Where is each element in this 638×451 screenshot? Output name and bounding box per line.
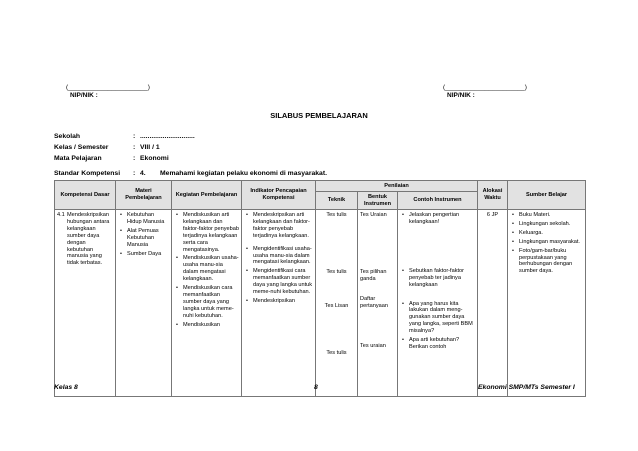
bentuk-item: Tes pilihan ganda: [360, 268, 387, 282]
list-item: • Alat Pemuas Kebutuhan Manusia: [127, 228, 169, 249]
list-item: • Mendiskusikan arti kelangkaan dan faktor-faktor penyebab terjadinya kelangkaan serta cara mengatasinya.: [183, 212, 239, 253]
signature-right: [443, 84, 527, 100]
list-item: • Mengidentifikasi usaha-usaha manu-sia dalam mengatasi kelangkaan.: [253, 246, 313, 267]
signature-line: (______________________): [443, 84, 527, 91]
teknik-item: Tes tulis: [326, 212, 347, 218]
info-colon: :: [133, 170, 136, 177]
info-key: Mata Pelajaran: [54, 155, 102, 162]
cell-kompetensi-dasar: [55, 210, 116, 397]
info-colon: :: [133, 144, 136, 151]
header-materi: Materi Pembelajaran: [116, 181, 172, 210]
list-item: • Apa yang harus kita lakukan dalam meng-gunakan sumber daya yang langka, seperti BBM misalnya?: [409, 301, 475, 336]
header-indikator: Indikator Pencapaian Kompetensi: [242, 181, 316, 210]
list-item: • Mendeskripsikan arti kelangkaan dan faktor-faktor penyebab terjadinya kelangkaan.: [253, 212, 313, 240]
signature-line: (______________________): [66, 84, 150, 91]
teknik-item: Tes tulis: [326, 349, 347, 356]
header-penilaian: Penilaian: [316, 181, 478, 192]
cell-materi: [116, 210, 172, 397]
bentuk-item: Tes uraian: [360, 342, 386, 349]
cell-contoh: [398, 210, 478, 397]
footer-left: Kelas 8: [54, 384, 78, 391]
info-key: Kelas / Semester: [54, 144, 109, 151]
header-contoh: Contoh Instrumen: [398, 192, 478, 210]
header-kompetensi-dasar: Kompetensi Dasar: [55, 181, 116, 210]
info-value: Ekonomi: [140, 155, 169, 162]
list-item: • Mengidentifikasi cara memanfaatkan sumber daya yang langka untuk meme-nuhi kebutuhan.: [253, 268, 313, 296]
list-item: • Kebutuhan Hidup Manusia: [127, 212, 169, 226]
header-teknik: Teknik: [316, 192, 358, 210]
header-bentuk: Bentuk Instrumen: [358, 192, 398, 210]
list-item: • Mendiskusikan usaha-usaha manu-sia dalam mengatasi kelangkaan.: [183, 255, 239, 283]
sk-value: Memahami kegiatan pelaku ekonomi di masyarakat.: [160, 170, 327, 177]
list-item: • Apa arti kebutuhan? Berikan contoh: [409, 337, 475, 351]
info-key: Standar Kompetensi: [54, 170, 121, 177]
list-item: • Keluarga.: [519, 230, 583, 237]
nip-label: NIP/NIK :: [447, 92, 475, 99]
teknik-item: Tes Lisan: [324, 302, 349, 309]
list-item: • Jelaskan pengertian kelangkaan!: [409, 212, 475, 226]
header-sumber: Sumber Belajar: [508, 181, 586, 210]
info-value: VIII / 1: [140, 144, 160, 151]
list-item: • Buku Materi.: [519, 212, 583, 219]
kd-text: Mendeskripsikan hubungan antara kelangkaan sumber daya dengan kebutuhan manusia yang tidak terbatas.: [67, 212, 110, 267]
list-item: • Mendeskripsikan: [253, 298, 313, 305]
document-title: SILABUS PEMBELAJARAN: [270, 111, 368, 120]
list-item: • Lingkungan masyarakat.: [519, 239, 583, 246]
table-row: [55, 210, 586, 397]
cell-alokasi: 6 JP: [478, 210, 508, 397]
syllabus-table: [54, 180, 586, 397]
kd-number: 4.1: [57, 212, 65, 218]
page-number: 8: [314, 384, 318, 391]
footer-right: Ekonomi SMP/MTs Semester I: [478, 384, 575, 391]
header-kegiatan: Kegiatan Pembelajaran: [172, 181, 242, 210]
cell-bentuk: [358, 210, 398, 397]
list-item: • Foto/gam-bar/buku perpustakaan yang berhubungan dengan sumber daya.: [519, 248, 583, 276]
cell-sumber: [508, 210, 586, 397]
info-colon: :: [133, 155, 136, 162]
nip-label: NIP/NIK :: [70, 92, 98, 99]
bentuk-item: Daftar pertanyaan: [360, 295, 388, 309]
cell-kegiatan: [172, 210, 242, 397]
header-alokasi: Alokasi Waktu: [478, 181, 508, 210]
list-item: • Sebutkan faktor-faktor penyebab ter jadinya kelangkaan: [409, 268, 475, 289]
bentuk-item: Tes Uraian: [360, 212, 387, 218]
list-item: • Mendiskusikan cara memanfaatkan sumber daya yang langka untuk meme-nuhi kebutuhan.: [183, 285, 239, 320]
list-item: • Sumber Daya: [127, 251, 169, 258]
list-item: • Lingkungan sekolah.: [519, 221, 583, 228]
info-colon: :: [133, 133, 136, 140]
sk-number: 4.: [140, 170, 146, 177]
info-value: .............................: [140, 133, 195, 140]
cell-indikator: [242, 210, 316, 397]
list-item: • Mendiskusikan: [183, 322, 239, 329]
cell-teknik: [316, 210, 358, 397]
teknik-item: Tes tulis: [326, 268, 347, 275]
info-key: Sekolah: [54, 133, 81, 140]
signature-left: [66, 84, 150, 100]
